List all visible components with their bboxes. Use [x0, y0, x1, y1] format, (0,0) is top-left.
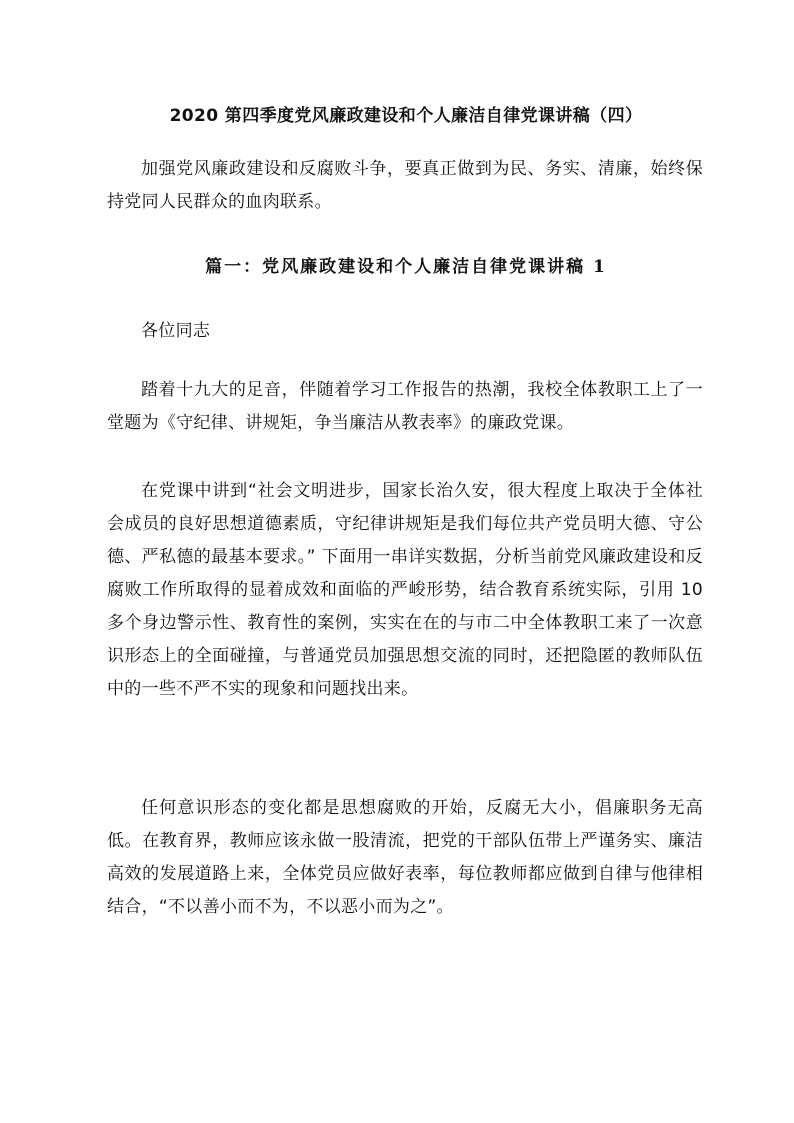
body-paragraph-2: 在党课中讲到“社会文明进步，国家长治久安，很大程度上取决于全体社会成员的良好思想道德素质，守纪律讲规矩是我们每位共产党员明大德、守公德、严私德的最基本要求。” 下面用一串详实数据，分析当前党风廉政建设和反腐败工作所取得的显着成效和面临的严峻形势，结合教育系统实际，引用 10 多个身边警示性、教育性的案例，实实在在的与市二中全体教职工来了一次意识形态上的全面碰撞，与普通党员加强思想交流的同时，还把隐匿的教师队伍中的一些不严不实的现象和问题找出来。	[107, 481, 703, 699]
greeting-line: 各位同志	[141, 321, 211, 341]
section-heading: 篇一：党风廉政建设和个人廉洁自律党课讲稿 1	[205, 257, 607, 277]
body-paragraph-3: 任何意识形态的变化都是思想腐败的开始，反腐无大小，倡廉职务无高低。在教育界，教师应该永做一股清流，把党的干部队伍带上严谨务实、廉洁高效的发展道路上来，全体党员应做好表率，每位教师都应做到自律与他律相结合，“不以善小而不为，不以恶小而为之”。	[107, 798, 703, 917]
intro-paragraph: 加强党风廉政建设和反腐败斗争，要真正做到为民、务实、清廉，始终保持党同人民群众的血肉联系。	[107, 159, 703, 212]
document-title: 2020 第四季度党风廉政建设和个人廉洁自律党课讲稿（四）	[169, 106, 643, 126]
body-paragraph-1: 踏着十九大的足音，伴随着学习工作报告的热潮，我校全体教职工上了一堂题为《守纪律、讲规矩，争当廉洁从教表率》的廉政党课。	[107, 380, 703, 433]
